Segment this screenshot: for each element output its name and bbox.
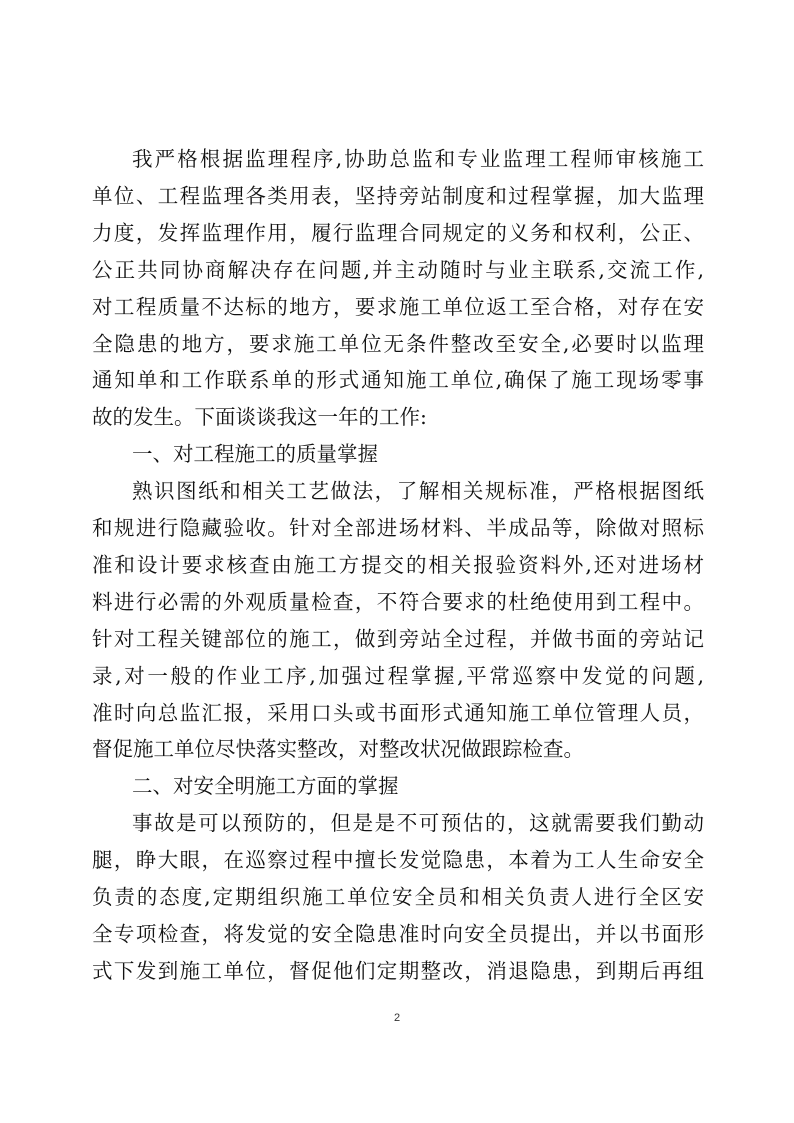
text-line: 公正共同协商解决存在问题,并主动随时与业主联系,交流工作, — [92, 258, 704, 282]
text-line: 腿，睁大眼，在巡察过程中擅长发觉隐患，本着为工人生命安全 — [92, 848, 704, 872]
text-line: 和规进行隐藏验收。针对全部进场材料、半成品等，除做对照标 — [92, 516, 704, 540]
text-line: 负责的态度,定期组织施工单位安全员和相关负责人进行全区安 — [92, 885, 704, 909]
text-line: 我严格根据监理程序,协助总监和专业监理工程师审核施工 — [132, 147, 704, 171]
text-line: 全专项检查，将发觉的安全隐患准时向安全员提出，并以书面形 — [92, 922, 704, 946]
text-line: 全隐患的地方，要求施工单位无条件整改至安全,必要时以监理 — [92, 332, 704, 356]
section-heading: 二、对安全明施工方面的掌握 — [132, 774, 399, 798]
text-line: 督促施工单位尽快落实整改，对整改状况做跟踪检查。 — [92, 737, 584, 761]
text-line: 通知单和工作联系单的形式通知施工单位,确保了施工现场零事 — [92, 368, 704, 392]
page-number: 2 — [393, 1012, 401, 1024]
text-line: 料进行必需的外观质量检查，不符合要求的杜绝使用到工程中。 — [92, 590, 704, 614]
text-line: 事故是可以预防的，但是是不可预估的，这就需要我们勤动 — [132, 811, 704, 835]
text-line: 单位、工程监理各类用表，坚持旁站制度和过程掌握，加大监理 — [92, 184, 704, 208]
text-line: 准和设计要求核查由施工方提交的相关报验资料外,还对进场材 — [92, 553, 704, 577]
text-line: 式下发到施工单位，督促他们定期整改，消退隐患，到期后再组 — [92, 959, 704, 983]
text-line: 对工程质量不达标的地方，要求施工单位返工至合格，对存在安 — [92, 295, 704, 319]
text-line: 针对工程关键部位的施工，做到旁站全过程，并做书面的旁站记 — [92, 627, 704, 651]
text-line: 熟识图纸和相关工艺做法，了解相关规标准，严格根据图纸 — [132, 479, 704, 503]
text-line: 录,对一般的作业工序,加强过程掌握,平常巡察中发觉的问题, — [92, 664, 704, 688]
text-line: 力度，发挥监理作用，履行监理合同规定的义务和权利，公正、 — [92, 221, 704, 245]
section-heading: 一、对工程施工的质量掌握 — [132, 442, 378, 466]
text-line: 准时向总监汇报，采用口头或书面形式通知施工单位管理人员， — [92, 701, 704, 725]
text-line: 故的发生。下面谈谈我这一年的工作: — [92, 405, 427, 429]
